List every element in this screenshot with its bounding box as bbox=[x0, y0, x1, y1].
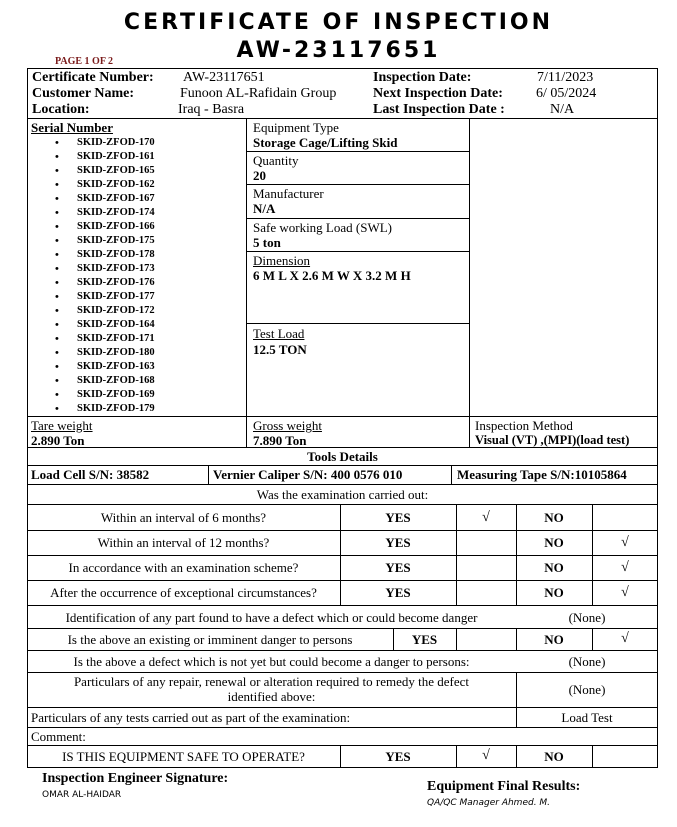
examination-no-check: √ bbox=[621, 535, 629, 550]
serial-number-item: • SKID-ZFOD-169 bbox=[55, 388, 155, 402]
inspection-date-label: Inspection Date: bbox=[373, 70, 472, 85]
swl-label: Safe working Load (SWL) bbox=[253, 220, 392, 235]
serial-number-item: • SKID-ZFOD-161 bbox=[55, 150, 155, 164]
repair-answer: (None) bbox=[568, 682, 606, 697]
examination-no-check: √ bbox=[621, 560, 629, 575]
last-inspection-label: Last Inspection Date : bbox=[373, 102, 505, 117]
tare-weight-value: 2.890 Ton bbox=[31, 433, 85, 448]
serial-number-item: • SKID-ZFOD-170 bbox=[55, 136, 155, 150]
safe-yes-label: YES bbox=[385, 749, 411, 764]
serial-number-item: • SKID-ZFOD-180 bbox=[55, 346, 155, 360]
cert-number-label: Certificate Number: bbox=[32, 70, 154, 85]
future-danger-question: Is the above a defect which is not yet but could become a danger to persons: bbox=[73, 654, 470, 669]
dimension-value: 6 M L X 2.6 M W X 3.2 M H bbox=[253, 268, 411, 283]
inspection-date-value: 7/11/2023 bbox=[537, 70, 594, 85]
serial-number-item: • SKID-ZFOD-178 bbox=[55, 248, 155, 262]
examination-no-label: NO bbox=[544, 560, 564, 575]
danger-no-label: NO bbox=[544, 632, 564, 647]
quantity-label: Quantity bbox=[253, 153, 299, 168]
examination-no-label: NO bbox=[544, 510, 564, 525]
manufacturer-value: N/A bbox=[253, 201, 276, 216]
inspection-method-value: Visual (VT) ,(MPI)(load test) bbox=[475, 433, 630, 447]
examination-yes-label: YES bbox=[385, 535, 411, 550]
serial-number-item: • SKID-ZFOD-166 bbox=[55, 220, 155, 234]
safe-to-operate-question: IS THIS EQUIPMENT SAFE TO OPERATE? bbox=[62, 749, 305, 764]
manager-signature: QA/QC Manager Ahmed. M. bbox=[427, 798, 551, 808]
certificate-code: AW-23117651 bbox=[236, 38, 441, 63]
examination-yes-label: YES bbox=[385, 560, 411, 575]
serial-number-item: • SKID-ZFOD-173 bbox=[55, 262, 155, 276]
swl-value: 5 ton bbox=[253, 235, 281, 250]
cert-number-value: AW-23117651 bbox=[183, 70, 265, 85]
examination-question: In accordance with an examination scheme? bbox=[68, 560, 299, 575]
examination-no-label: NO bbox=[544, 585, 564, 600]
inspection-method-label: Inspection Method bbox=[475, 418, 573, 433]
tare-weight-label: Tare weight bbox=[31, 418, 93, 433]
customer-label: Customer Name: bbox=[32, 86, 134, 101]
danger-no-check: √ bbox=[621, 631, 629, 646]
tools-details-title: Tools Details bbox=[307, 449, 378, 464]
safe-yes-check: √ bbox=[482, 748, 490, 763]
test-load-label: Test Load bbox=[253, 326, 305, 341]
danger-question: Is the above an existing or imminent danger to persons bbox=[67, 632, 353, 647]
page-label: PAGE 1 OF 2 bbox=[55, 56, 114, 67]
next-inspection-label: Next Inspection Date: bbox=[373, 86, 503, 101]
equipment-type-value: Storage Cage/Lifting Skid bbox=[253, 135, 398, 150]
serial-number-item: • SKID-ZFOD-177 bbox=[55, 290, 155, 304]
examination-yes-label: YES bbox=[385, 585, 411, 600]
gross-weight-label: Gross weight bbox=[253, 418, 322, 433]
equipment-type-label: Equipment Type bbox=[253, 120, 339, 135]
test-load-value: 12.5 TON bbox=[253, 342, 307, 357]
load-cell-serial: Load Cell S/N: 38582 bbox=[31, 467, 150, 482]
last-inspection-value: N/A bbox=[550, 102, 575, 117]
examination-question: Within an interval of 12 months? bbox=[97, 535, 270, 550]
serial-number-item: • SKID-ZFOD-171 bbox=[55, 332, 155, 346]
customer-value: Funoon AL-Rafidain Group bbox=[180, 86, 337, 101]
safe-no-label: NO bbox=[544, 749, 564, 764]
serial-number-item: • SKID-ZFOD-174 bbox=[55, 206, 155, 220]
serial-number-item: • SKID-ZFOD-167 bbox=[55, 192, 155, 206]
gross-weight-value: 7.890 Ton bbox=[253, 433, 307, 448]
future-danger-answer: (None) bbox=[568, 654, 606, 669]
examination-question: Within an interval of 6 months? bbox=[100, 510, 267, 525]
examination-yes-label: YES bbox=[385, 510, 411, 525]
serial-number-item: • SKID-ZFOD-175 bbox=[55, 234, 155, 248]
serial-number-item: • SKID-ZFOD-179 bbox=[55, 402, 155, 416]
final-results-label: Equipment Final Results: bbox=[427, 779, 581, 794]
serial-number-item: • SKID-ZFOD-163 bbox=[55, 360, 155, 374]
examination-question: After the occurrence of exceptional circumstances? bbox=[50, 585, 317, 600]
defect-answer: (None) bbox=[568, 610, 606, 625]
measuring-tape-serial: Measuring Tape S/N:10105864 bbox=[457, 467, 627, 482]
serial-number-item: • SKID-ZFOD-172 bbox=[55, 304, 155, 318]
tests-question: Particulars of any tests carried out as part of the examination: bbox=[31, 710, 351, 725]
serial-number-item: • SKID-ZFOD-168 bbox=[55, 374, 155, 388]
examination-no-label: NO bbox=[544, 535, 564, 550]
page-title: CERTIFICATE OF INSPECTION bbox=[123, 10, 554, 35]
danger-yes-label: YES bbox=[411, 632, 438, 647]
serial-number-item: • SKID-ZFOD-162 bbox=[55, 178, 155, 192]
engineer-signature: OMAR AL-HAIDAR bbox=[42, 790, 122, 800]
defect-question: Identification of any part found to have a defect which or could become danger bbox=[65, 610, 478, 625]
serial-number-item: • SKID-ZFOD-176 bbox=[55, 276, 155, 290]
signature-label: Inspection Engineer Signature: bbox=[42, 771, 229, 786]
serial-number-list bbox=[55, 136, 155, 416]
examination-title: Was the examination carried out: bbox=[256, 487, 429, 502]
location-label: Location: bbox=[32, 102, 90, 117]
comment-label: Comment: bbox=[31, 729, 86, 744]
quantity-value: 20 bbox=[253, 168, 266, 183]
tests-answer: Load Test bbox=[561, 710, 613, 725]
serial-number-label: Serial Number bbox=[31, 120, 113, 135]
serial-number-item: • SKID-ZFOD-165 bbox=[55, 164, 155, 178]
serial-number-item: • SKID-ZFOD-164 bbox=[55, 318, 155, 332]
location-value: Iraq - Basra bbox=[178, 102, 245, 117]
dimension-label: Dimension bbox=[253, 253, 311, 268]
next-inspection-value: 6/ 05/2024 bbox=[536, 86, 597, 101]
repair-question-line1: Particulars of any repair, renewal or alteration required to remedy the defect bbox=[73, 674, 470, 689]
repair-question-line2: identified above: bbox=[227, 689, 316, 704]
examination-yes-check: √ bbox=[482, 510, 490, 525]
vernier-caliper-serial: Vernier Caliper S/N: 400 0576 010 bbox=[213, 467, 403, 482]
manufacturer-label: Manufacturer bbox=[253, 186, 324, 201]
examination-no-check: √ bbox=[621, 585, 629, 600]
